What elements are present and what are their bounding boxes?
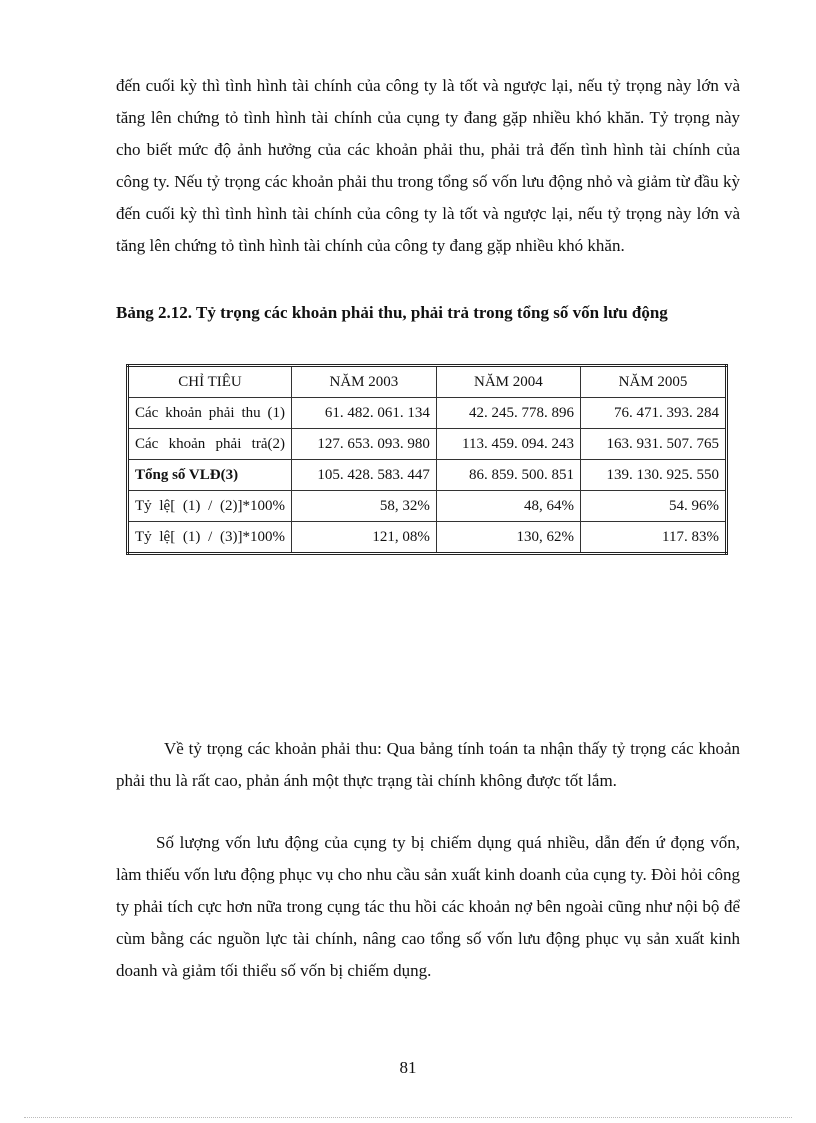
table-caption: Bảng 2.12. Tỷ trọng các khoản phải thu, phải trả trong tổng số vốn lưu động xyxy=(116,303,668,322)
cell-2005: 139. 130. 925. 550 xyxy=(581,460,727,491)
cell-2003: 105. 428. 583. 447 xyxy=(292,460,437,491)
cell-2004: 113. 459. 094. 243 xyxy=(436,429,580,460)
receivables-payables-table xyxy=(126,364,728,555)
footer-divider xyxy=(24,1117,792,1118)
cell-2005: 117. 83% xyxy=(581,522,727,554)
cell-2004: 42. 245. 778. 896 xyxy=(436,398,580,429)
paragraph-receivables-ratio: Về tỷ trọng các khoản phải thu: Qua bảng tính toán ta nhận thấy tỷ trọng các khoản phải thu là rất cao, phản ánh một thực trạng tài chính không được tốt lắm. xyxy=(116,739,740,790)
cell-2003: 61. 482. 061. 134 xyxy=(292,398,437,429)
row-label: Các khoản phải thu (1) xyxy=(128,398,292,429)
cell-2005: 163. 931. 507. 765 xyxy=(581,429,727,460)
paragraph-intro: đến cuối kỳ thì tình hình tài chính của công ty là tốt và ngược lại, nếu tỷ trọng này lớn và tăng lên chứng tỏ tình hình tài chính của cụng ty đang gặp nhiều khó khăn. Tỷ trọng này cho biết mức độ ảnh hưởng của các khoản phải thu, phải trả đến tình hình tài chính của công ty. Nếu tỷ trọng các khoản phải thu trong tổng số vốn lưu động nhỏ và giảm từ đầu kỳ đến cuối kỳ thì tình hình tài chính của công ty là tốt và ngược lại, nếu tỷ trọng này lớn và tăng lên chứng tỏ tình hình tài chính của công ty đang gặp nhiều khó khăn. xyxy=(116,76,740,255)
cell-2004: 48, 64% xyxy=(436,491,580,522)
row-label: Tỷ lệ[ (1) / (2)]*100% xyxy=(128,491,292,522)
cell-2003: 121, 08% xyxy=(292,522,437,554)
table-row xyxy=(128,522,727,554)
paragraph-working-capital: Số lượng vốn lưu động của cụng ty bị chiếm dụng quá nhiều, dẫn đến ứ đọng vốn, làm thiếu vốn lưu động phục vụ cho nhu cầu sản xuất kinh doanh của cụng ty. Đòi hỏi công ty phải tích cực hơn nữa trong cụng tác thu hồi các khoản nợ bên ngoài cũng như nội bộ để cùm bằng các nguồn lực tài chính, nâng cao tổng số vốn lưu động phục vụ sản xuất kinh doanh và giảm tối thiểu số vốn bị chiếm dụng. xyxy=(116,833,740,980)
row-label: Tổng số VLĐ(3) xyxy=(128,460,292,491)
header-year-2003: NĂM 2003 xyxy=(292,366,437,398)
header-year-2005: NĂM 2005 xyxy=(581,366,727,398)
table-header-row xyxy=(128,366,727,398)
table-row xyxy=(128,491,727,522)
table-row xyxy=(128,429,727,460)
header-year-2004: NĂM 2004 xyxy=(436,366,580,398)
row-label: Các khoản phải trả(2) xyxy=(128,429,292,460)
cell-2004: 130, 62% xyxy=(436,522,580,554)
cell-2004: 86. 859. 500. 851 xyxy=(436,460,580,491)
row-label: Tỷ lệ[ (1) / (3)]*100% xyxy=(128,522,292,554)
page-number: 81 xyxy=(399,1058,417,1077)
cell-2005: 54. 96% xyxy=(581,491,727,522)
table-row xyxy=(128,460,727,491)
cell-2003: 127. 653. 093. 980 xyxy=(292,429,437,460)
cell-2003: 58, 32% xyxy=(292,491,437,522)
header-indicator: CHỈ TIÊU xyxy=(128,366,292,398)
table-row xyxy=(128,398,727,429)
cell-2005: 76. 471. 393. 284 xyxy=(581,398,727,429)
